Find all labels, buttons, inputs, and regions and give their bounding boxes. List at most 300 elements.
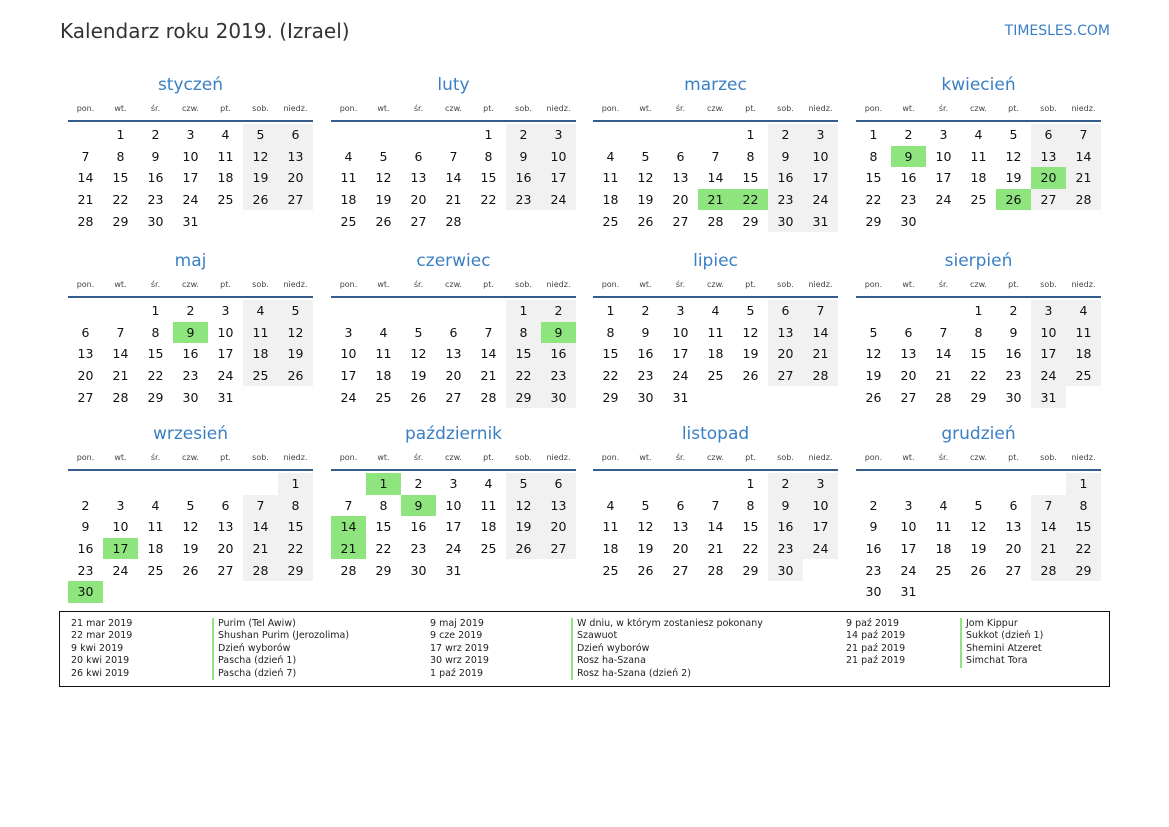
day-cell: 11	[970, 148, 987, 164]
day-cell: 19	[243, 167, 278, 189]
day-cell: 7	[243, 495, 278, 517]
legend-date: 21 paź 2019	[846, 642, 906, 654]
header-rule	[331, 296, 576, 298]
day-cell: 18	[340, 192, 357, 208]
empty-cell	[103, 300, 138, 322]
legend-date: 9 paź 2019	[846, 618, 900, 629]
day-cell: 19	[1005, 170, 1022, 186]
day-cell: 11	[1066, 322, 1101, 344]
day-cell: 22	[480, 192, 497, 208]
day-grid	[68, 473, 313, 603]
day-cell: 14	[112, 346, 129, 362]
legend-holiday-name: Purim (Tel Awiw)	[212, 618, 349, 630]
weekday-label: śr.	[675, 452, 686, 462]
day-cell: 16	[768, 167, 803, 189]
day-cell: 7	[1066, 124, 1101, 146]
day-cell: 25	[243, 365, 278, 387]
legend-holiday-name: Pascha (dzień 7)	[212, 668, 349, 680]
day-cell: 5	[974, 497, 983, 513]
day-cell: 20	[445, 368, 462, 384]
day-cell: 15	[147, 346, 164, 362]
holiday-day-cell: 22	[733, 189, 768, 211]
weekday-label: niedz.	[1071, 279, 1096, 289]
day-cell: 4	[974, 127, 983, 143]
day-cell: 21	[243, 538, 278, 560]
day-cell: 10	[803, 495, 838, 517]
day-cell: 16	[506, 167, 541, 189]
weekday-header	[856, 274, 1101, 294]
weekday-label: pt.	[483, 279, 494, 289]
weekday-label: niedz.	[546, 103, 571, 113]
day-cell: 30	[182, 389, 199, 405]
holiday-day-cell: 9	[401, 495, 436, 517]
day-cell: 20	[77, 368, 94, 384]
day-cell: 26	[278, 365, 313, 387]
legend-names-col-2	[571, 618, 763, 680]
day-cell: 28	[707, 562, 724, 578]
weekday-label: wt.	[114, 279, 127, 289]
day-cell: 21	[112, 368, 129, 384]
day-cell: 14	[803, 322, 838, 344]
day-cell: 2	[414, 476, 423, 492]
header-rule	[331, 469, 576, 471]
empty-cell	[173, 473, 208, 495]
day-cell: 9	[768, 495, 803, 517]
day-cell: 23	[637, 368, 654, 384]
day-cell: 17	[935, 170, 952, 186]
day-cell: 1	[746, 476, 755, 492]
weekday-label: sob.	[1040, 279, 1057, 289]
empty-cell	[698, 124, 733, 146]
weekday-label: pon.	[339, 279, 358, 289]
day-cell: 12	[742, 324, 759, 340]
day-cell: 3	[541, 124, 576, 146]
day-cell: 16	[147, 170, 164, 186]
weekday-label: pon.	[339, 452, 358, 462]
day-cell: 24	[935, 192, 952, 208]
legend-holiday-name: Shemini Atzeret	[960, 643, 1043, 655]
day-cell: 10	[900, 519, 917, 535]
day-cell: 17	[803, 167, 838, 189]
day-cell: 12	[410, 346, 427, 362]
day-cell: 15	[480, 170, 497, 186]
day-cell: 26	[243, 189, 278, 211]
day-cell: 27	[768, 365, 803, 387]
weekday-header	[856, 98, 1101, 118]
day-cell: 29	[970, 389, 987, 405]
day-cell: 2	[869, 497, 878, 513]
weekday-label: czw.	[970, 452, 987, 462]
empty-cell	[856, 300, 891, 322]
weekday-label: sob.	[1040, 103, 1057, 113]
weekday-label: pt.	[745, 279, 756, 289]
day-cell: 2	[641, 303, 650, 319]
day-cell: 21	[707, 541, 724, 557]
weekday-label: niedz.	[808, 452, 833, 462]
holiday-day-cell: 14	[331, 516, 366, 538]
day-cell: 17	[541, 167, 576, 189]
day-cell: 5	[1009, 127, 1018, 143]
month-name: listopad	[681, 424, 750, 444]
day-cell: 12	[506, 495, 541, 517]
day-cell: 1	[116, 127, 125, 143]
empty-cell	[961, 473, 996, 495]
day-cell: 29	[375, 562, 392, 578]
day-cell: 18	[935, 541, 952, 557]
day-cell: 26	[865, 389, 882, 405]
day-cell: 19	[506, 516, 541, 538]
day-cell: 28	[480, 389, 497, 405]
day-cell: 7	[449, 148, 458, 164]
day-cell: 29	[742, 562, 759, 578]
header-rule	[856, 469, 1101, 471]
day-cell: 24	[803, 538, 838, 560]
weekday-label: pt.	[1008, 452, 1019, 462]
day-cell: 26	[506, 538, 541, 560]
day-cell: 17	[445, 519, 462, 535]
day-grid	[68, 124, 313, 232]
weekday-label: pon.	[601, 279, 620, 289]
weekday-label: niedz.	[283, 452, 308, 462]
day-cell: 14	[707, 170, 724, 186]
header-rule	[593, 120, 838, 122]
weekday-header	[331, 447, 576, 467]
day-cell: 19	[970, 541, 987, 557]
holiday-day-cell: 9	[173, 322, 208, 344]
legend-holiday-name: Rosz ha-Szana (dzień 2)	[571, 668, 763, 680]
day-cell: 23	[768, 538, 803, 560]
header-rule	[856, 296, 1101, 298]
day-cell: 29	[742, 213, 759, 229]
header-rule	[68, 469, 313, 471]
weekday-label: sob.	[252, 452, 269, 462]
day-grid	[593, 300, 838, 408]
legend-date: 9 kwi 2019	[71, 642, 124, 654]
day-cell: 22	[865, 192, 882, 208]
day-cell: 7	[344, 497, 353, 513]
day-cell: 28	[112, 389, 129, 405]
day-cell: 23	[1005, 368, 1022, 384]
day-cell: 13	[768, 322, 803, 344]
day-cell: 11	[340, 170, 357, 186]
day-cell: 26	[410, 389, 427, 405]
day-cell: 25	[707, 368, 724, 384]
weekday-label: śr.	[413, 452, 424, 462]
legend-holiday-name: Shushan Purim (Jerozolima)	[212, 630, 349, 642]
empty-cell	[103, 473, 138, 495]
weekday-label: czw.	[445, 103, 462, 113]
day-cell: 11	[935, 519, 952, 535]
day-cell: 8	[869, 148, 878, 164]
legend-holiday-name: Simchat Tora	[960, 655, 1043, 667]
day-cell: 22	[278, 538, 313, 560]
weekday-header	[856, 447, 1101, 467]
day-cell: 18	[147, 541, 164, 557]
empty-cell	[856, 473, 891, 495]
day-cell: 28	[707, 213, 724, 229]
weekday-label: pt.	[483, 103, 494, 113]
header-rule	[593, 469, 838, 471]
day-cell: 28	[803, 365, 838, 387]
day-cell: 18	[602, 541, 619, 557]
day-cell: 23	[182, 368, 199, 384]
weekday-label: pt.	[220, 452, 231, 462]
weekday-label: niedz.	[808, 103, 833, 113]
day-cell: 25	[1066, 365, 1101, 387]
day-cell: 27	[900, 389, 917, 405]
day-cell: 6	[278, 124, 313, 146]
day-cell: 9	[768, 146, 803, 168]
day-cell: 11	[243, 322, 278, 344]
day-cell: 16	[182, 346, 199, 362]
day-cell: 12	[182, 519, 199, 535]
weekday-label: pon.	[76, 279, 95, 289]
weekday-label: niedz.	[808, 279, 833, 289]
empty-cell	[138, 473, 173, 495]
day-cell: 7	[803, 300, 838, 322]
day-cell: 27	[541, 538, 576, 560]
day-cell: 29	[147, 389, 164, 405]
day-cell: 6	[221, 497, 230, 513]
day-cell: 21	[935, 368, 952, 384]
day-cell: 28	[1031, 559, 1066, 581]
day-cell: 14	[445, 170, 462, 186]
month-block	[593, 250, 838, 408]
day-cell: 29	[865, 213, 882, 229]
day-cell: 25	[602, 213, 619, 229]
legend-dates-col-3	[846, 618, 905, 668]
day-cell: 21	[480, 368, 497, 384]
day-cell: 31	[217, 389, 234, 405]
month-block	[68, 250, 313, 408]
day-cell: 8	[151, 324, 160, 340]
day-cell: 2	[186, 303, 195, 319]
day-cell: 20	[900, 368, 917, 384]
weekday-label: śr.	[938, 279, 949, 289]
day-cell: 12	[278, 322, 313, 344]
empty-cell	[243, 473, 278, 495]
weekday-label: pon.	[864, 103, 883, 113]
day-cell: 19	[742, 346, 759, 362]
weekday-label: niedz.	[546, 279, 571, 289]
day-cell: 29	[506, 386, 541, 408]
day-cell: 3	[186, 127, 195, 143]
weekday-label: wt.	[902, 279, 915, 289]
day-cell: 10	[935, 148, 952, 164]
day-cell: 24	[803, 189, 838, 211]
month-block	[593, 74, 838, 232]
day-cell: 6	[541, 473, 576, 495]
day-cell: 30	[865, 584, 882, 600]
day-cell: 17	[803, 516, 838, 538]
weekday-label: sob.	[1040, 452, 1057, 462]
weekday-label: wt.	[114, 103, 127, 113]
day-cell: 27	[77, 389, 94, 405]
day-cell: 8	[116, 148, 125, 164]
day-cell: 7	[116, 324, 125, 340]
empty-cell	[436, 124, 471, 146]
day-cell: 1	[278, 473, 313, 495]
day-cell: 22	[1066, 538, 1101, 560]
day-cell: 19	[278, 343, 313, 365]
month-name: wrzesień	[152, 424, 229, 444]
weekday-header	[331, 98, 576, 118]
month-name: kwiecień	[941, 75, 1016, 95]
day-cell: 3	[803, 124, 838, 146]
legend-date: 20 kwi 2019	[71, 655, 130, 667]
day-cell: 4	[711, 303, 720, 319]
day-cell: 23	[410, 541, 427, 557]
day-cell: 23	[77, 562, 94, 578]
day-cell: 18	[602, 192, 619, 208]
holiday-day-cell: 30	[68, 581, 103, 603]
day-cell: 7	[939, 324, 948, 340]
legend-date: 30 wrz 2019	[430, 655, 489, 667]
day-cell: 18	[243, 343, 278, 365]
legend-names-col-3	[960, 618, 1043, 668]
day-cell: 8	[379, 497, 388, 513]
day-cell: 6	[676, 148, 685, 164]
legend-date: 1 paź 2019	[430, 667, 484, 679]
day-grid	[593, 473, 838, 581]
empty-cell	[698, 473, 733, 495]
day-cell: 17	[900, 541, 917, 557]
month-name: styczeń	[157, 75, 224, 95]
day-cell: 14	[935, 346, 952, 362]
day-cell: 27	[672, 213, 689, 229]
legend-holiday-name: Dzień wyborów	[212, 643, 349, 655]
day-cell: 16	[637, 346, 654, 362]
day-cell: 23	[541, 365, 576, 387]
day-cell: 5	[641, 497, 650, 513]
month-block	[856, 423, 1101, 603]
day-cell: 9	[151, 148, 160, 164]
day-cell: 9	[869, 519, 878, 535]
day-cell: 24	[900, 562, 917, 578]
day-cell: 30	[900, 213, 917, 229]
month-name: marzec	[684, 75, 747, 95]
day-cell: 20	[672, 541, 689, 557]
day-cell: 22	[375, 541, 392, 557]
day-cell: 27	[672, 562, 689, 578]
empty-cell	[1031, 473, 1066, 495]
day-cell: 20	[672, 192, 689, 208]
day-cell: 29	[602, 389, 619, 405]
day-cell: 4	[1066, 300, 1101, 322]
day-cell: 6	[904, 324, 913, 340]
month-block	[856, 250, 1101, 408]
empty-cell	[663, 473, 698, 495]
day-grid	[856, 300, 1101, 408]
day-cell: 3	[676, 303, 685, 319]
weekday-label: czw.	[707, 103, 724, 113]
day-cell: 26	[375, 213, 392, 229]
weekday-label: pon.	[601, 452, 620, 462]
day-cell: 28	[340, 562, 357, 578]
weekday-label: śr.	[413, 103, 424, 113]
day-cell: 14	[707, 519, 724, 535]
day-cell: 17	[672, 346, 689, 362]
day-cell: 14	[480, 346, 497, 362]
day-cell: 5	[243, 124, 278, 146]
day-cell: 21	[803, 343, 838, 365]
day-cell: 27	[410, 213, 427, 229]
day-cell: 31	[672, 389, 689, 405]
weekday-label: pon.	[76, 103, 95, 113]
day-cell: 6	[768, 300, 803, 322]
day-cell: 16	[768, 516, 803, 538]
month-block	[331, 74, 576, 232]
day-cell: 2	[81, 497, 90, 513]
day-cell: 3	[939, 127, 948, 143]
day-cell: 10	[340, 346, 357, 362]
day-cell: 22	[602, 368, 619, 384]
day-cell: 13	[672, 170, 689, 186]
month-name: luty	[437, 75, 470, 95]
day-cell: 5	[506, 473, 541, 495]
day-cell: 17	[340, 368, 357, 384]
weekday-header	[68, 274, 313, 294]
day-cell: 31	[182, 213, 199, 229]
legend-date: 22 mar 2019	[71, 630, 133, 642]
day-cell: 27	[278, 189, 313, 211]
day-cell: 4	[151, 497, 160, 513]
weekday-label: czw.	[445, 279, 462, 289]
day-cell: 6	[1031, 124, 1066, 146]
weekday-label: wt.	[377, 452, 390, 462]
empty-cell	[68, 124, 103, 146]
month-block	[593, 423, 838, 581]
month-name: lipiec	[693, 251, 738, 271]
day-cell: 24	[1031, 365, 1066, 387]
day-cell: 25	[602, 562, 619, 578]
day-cell: 2	[506, 124, 541, 146]
day-cell: 15	[742, 519, 759, 535]
day-cell: 6	[414, 148, 423, 164]
day-cell: 1	[746, 127, 755, 143]
day-cell: 17	[217, 346, 234, 362]
brand-link[interactable]: TIMESLES.COM	[1004, 23, 1110, 39]
weekday-label: niedz.	[1071, 103, 1096, 113]
holiday-day-cell: 1	[366, 473, 401, 495]
day-cell: 8	[974, 324, 983, 340]
day-cell: 8	[506, 322, 541, 344]
day-cell: 23	[900, 192, 917, 208]
day-cell: 19	[637, 541, 654, 557]
empty-cell	[996, 473, 1031, 495]
day-cell: 28	[1066, 189, 1101, 211]
day-cell: 11	[707, 324, 724, 340]
weekday-label: wt.	[639, 452, 652, 462]
month-name: październik	[404, 424, 503, 444]
day-cell: 13	[1031, 146, 1066, 168]
day-cell: 13	[278, 146, 313, 168]
holiday-day-cell: 17	[103, 538, 138, 560]
empty-cell	[366, 124, 401, 146]
holiday-day-cell: 26	[996, 189, 1031, 211]
day-cell: 5	[746, 303, 755, 319]
month-block	[856, 74, 1101, 232]
day-cell: 7	[711, 497, 720, 513]
day-cell: 14	[1066, 146, 1101, 168]
day-grid	[856, 473, 1101, 603]
day-cell: 10	[217, 324, 234, 340]
day-cell: 4	[484, 476, 493, 492]
day-grid	[331, 300, 576, 408]
day-cell: 16	[900, 170, 917, 186]
legend-holiday-name: Sukkot (dzień 1)	[960, 630, 1043, 642]
weekday-label: czw.	[707, 279, 724, 289]
